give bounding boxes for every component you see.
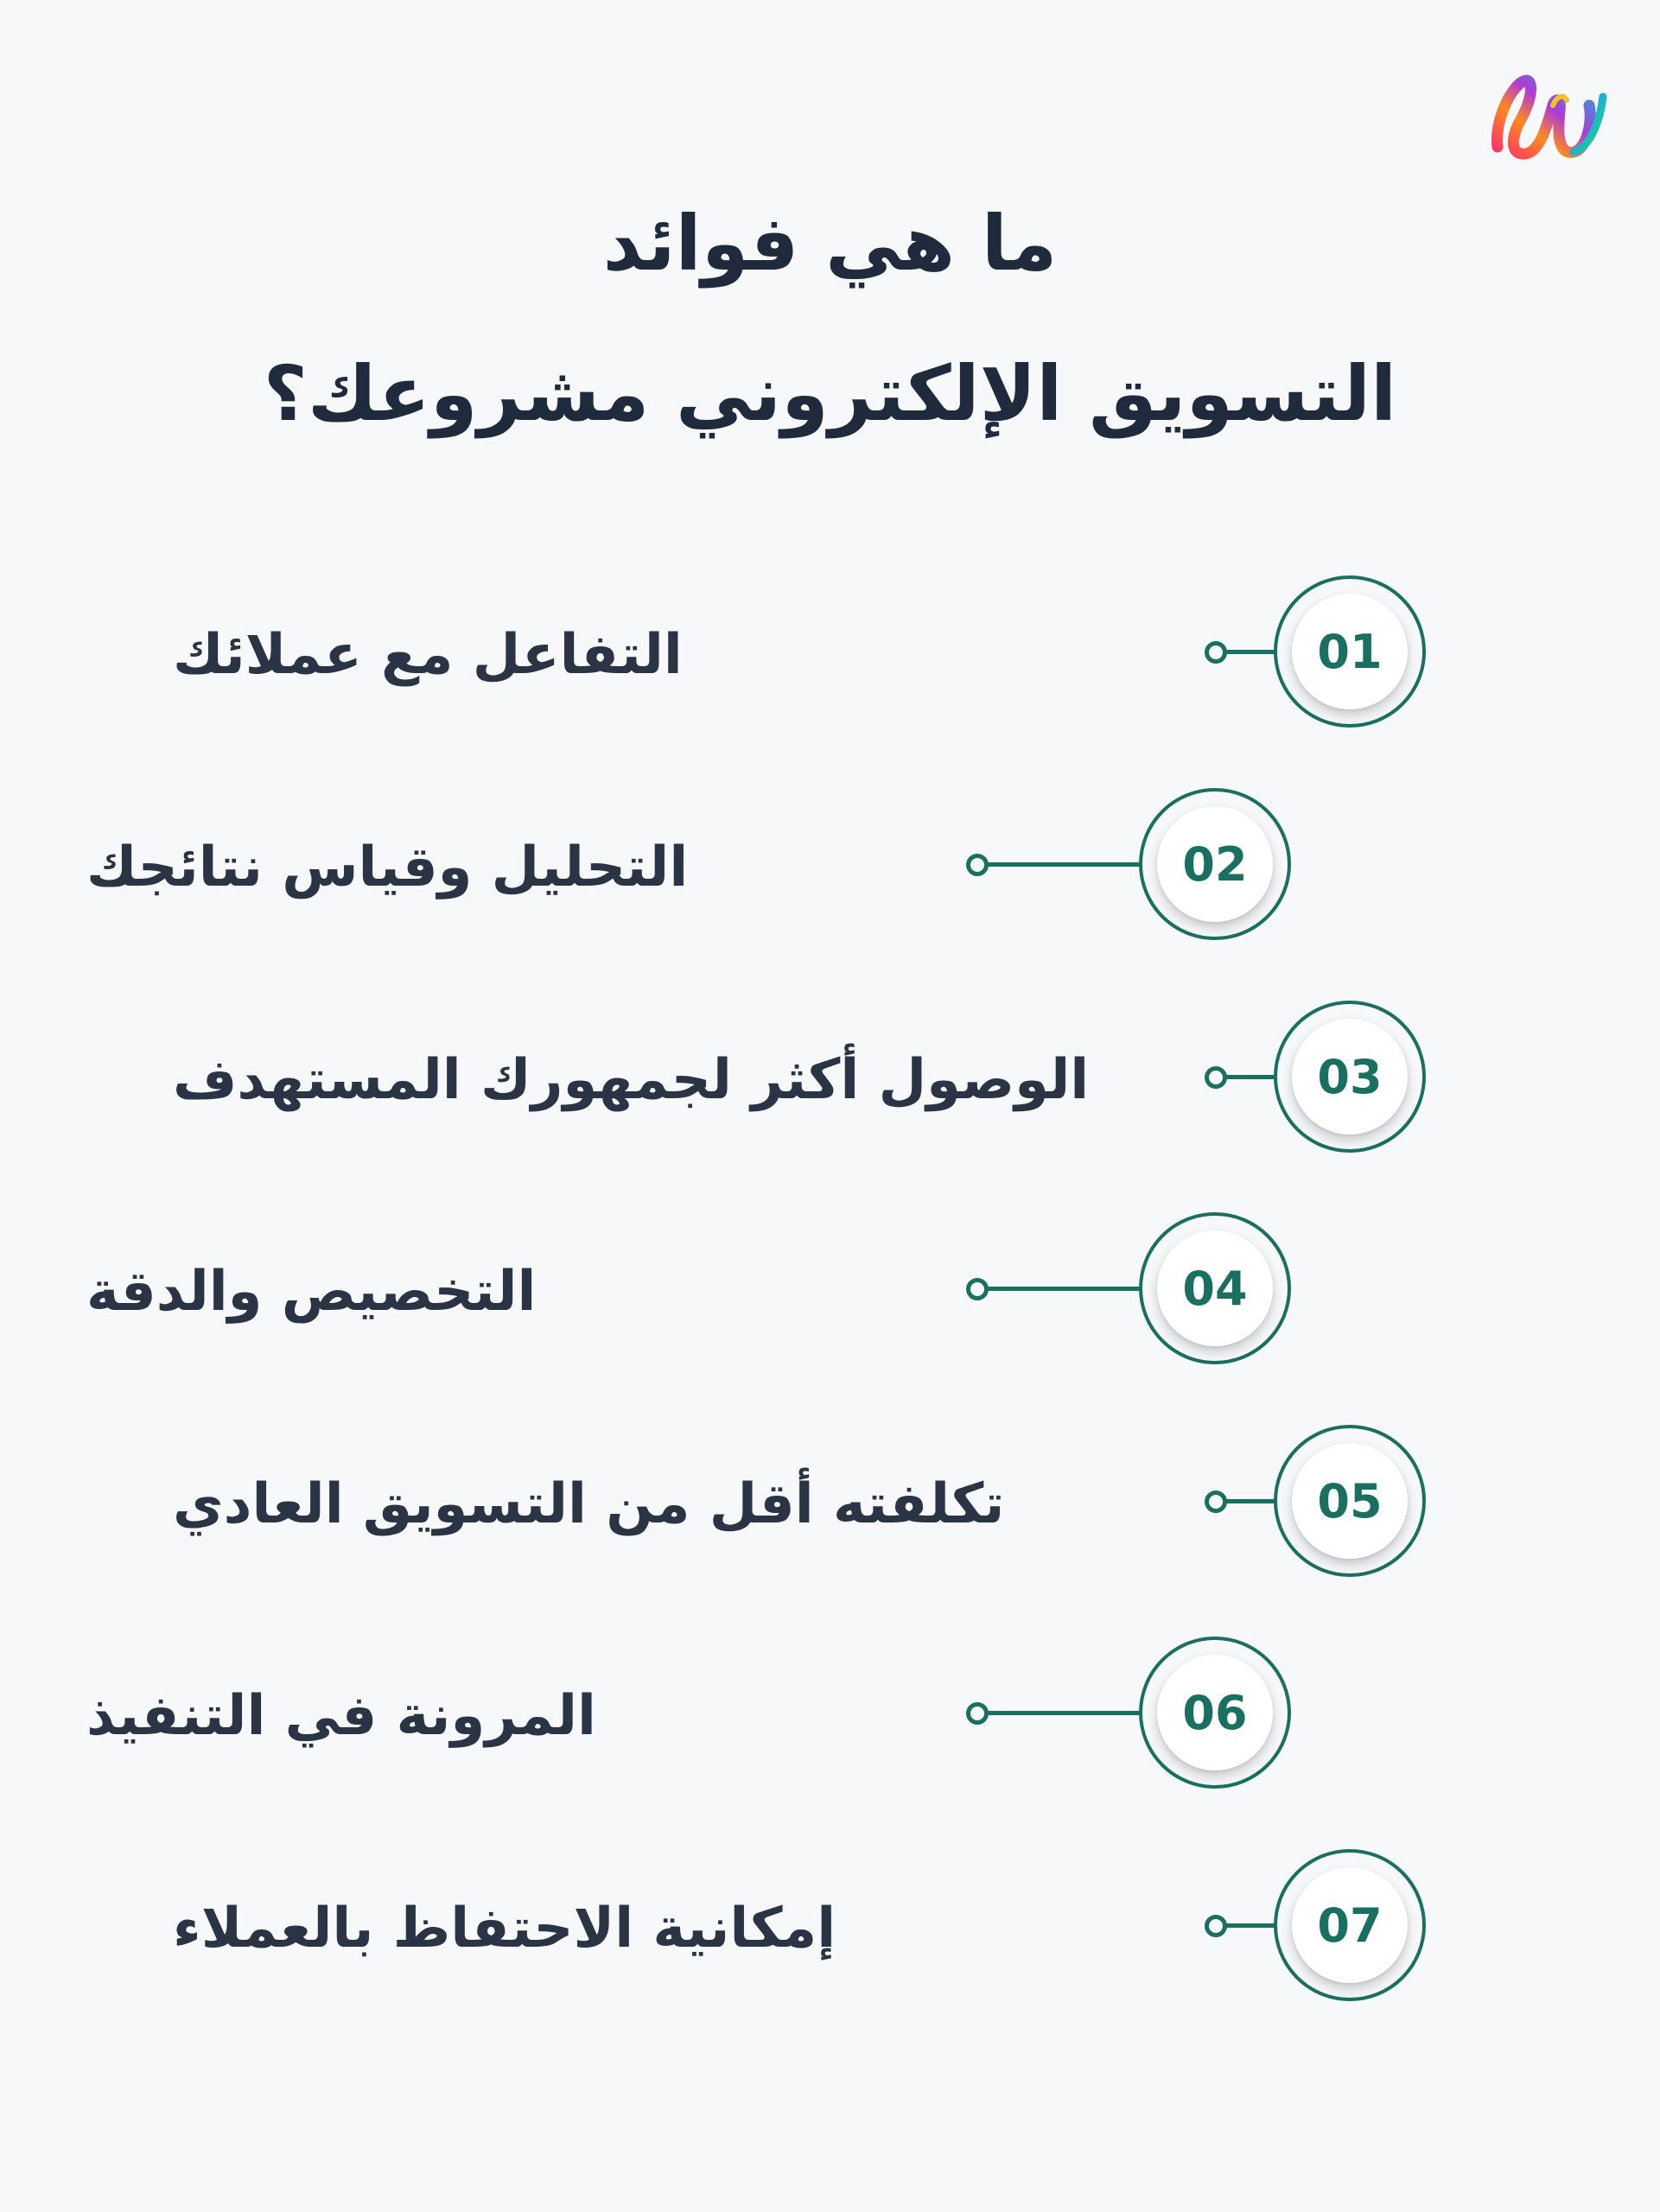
connector-dot <box>966 1702 989 1725</box>
number-text: 03 <box>1292 1019 1408 1135</box>
connector-line <box>1225 1923 1275 1928</box>
benefit-label: تكلفته أقل من التسويق العادي <box>173 1472 1005 1536</box>
number-text: 05 <box>1292 1443 1408 1559</box>
number-badge <box>1274 1849 1426 2001</box>
benefit-label: إمكانية الاحتفاظ بالعملاء <box>173 1897 836 1961</box>
connector-line <box>987 1287 1141 1291</box>
benefit-item-06 <box>0 1637 1660 1796</box>
benefit-item-01 <box>0 575 1660 734</box>
number-badge <box>1139 1637 1291 1789</box>
connector-dot <box>1205 1915 1227 1937</box>
brand-logo <box>1491 71 1607 166</box>
number-text: 04 <box>1157 1230 1273 1346</box>
connector-dot <box>1205 1491 1227 1513</box>
benefit-item-05 <box>0 1425 1660 1584</box>
page-title-line-1: ما هي فوائد <box>602 199 1058 288</box>
benefit-label: الوصول أكثر لجمهورك المستهدف <box>173 1048 1090 1112</box>
number-badge <box>1139 1212 1291 1364</box>
connector-dot <box>1205 641 1227 664</box>
number-badge <box>1274 1425 1426 1577</box>
page-title-line-2: التسويق الإلكتروني مشروعك؟ <box>263 349 1397 438</box>
number-badge <box>1274 1001 1426 1153</box>
number-badge <box>1274 575 1426 728</box>
connector-line <box>1225 1075 1275 1079</box>
number-text: 06 <box>1157 1655 1273 1770</box>
benefit-item-04 <box>0 1212 1660 1371</box>
number-text: 01 <box>1292 594 1408 709</box>
connector-line <box>1225 650 1275 654</box>
connector-dot <box>1205 1066 1227 1089</box>
colorful-script-logo-icon <box>1491 71 1607 166</box>
benefit-item-02 <box>0 788 1660 947</box>
benefit-label: التفاعل مع عملائك <box>173 623 683 687</box>
connector-line <box>1225 1499 1275 1503</box>
connector-line <box>987 862 1141 867</box>
benefit-item-03 <box>0 1001 1660 1160</box>
connector-dot <box>966 854 989 876</box>
benefit-label: المرونة في التنفيذ <box>86 1684 596 1748</box>
benefit-label: التخصيص والدقة <box>86 1260 537 1324</box>
benefit-label: التحليل وقياس نتائجك <box>86 836 689 899</box>
connector-line <box>987 1711 1141 1715</box>
connector-dot <box>966 1278 989 1300</box>
benefit-item-07 <box>0 1849 1660 2008</box>
number-text: 02 <box>1157 806 1273 922</box>
number-text: 07 <box>1292 1867 1408 1983</box>
number-badge <box>1139 788 1291 940</box>
